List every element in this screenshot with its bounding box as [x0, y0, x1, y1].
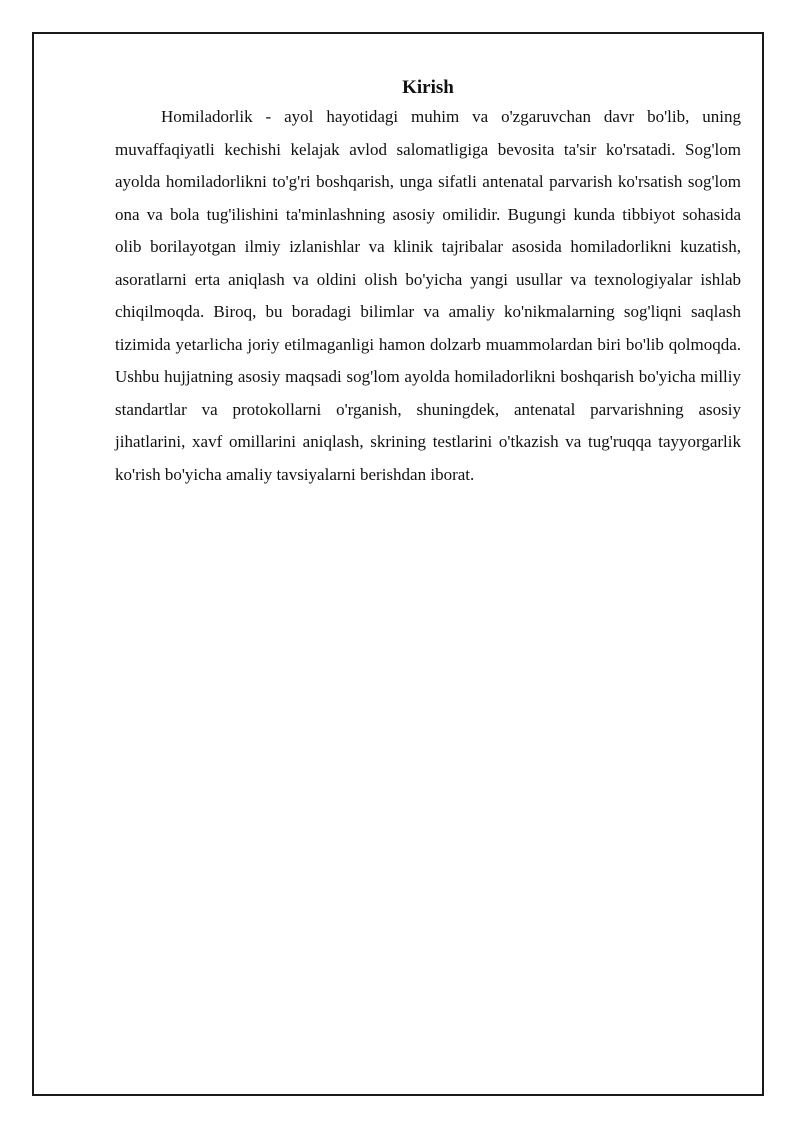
- section-heading: Kirish: [402, 77, 454, 98]
- document-body: [115, 75, 741, 491]
- intro-paragraph: Homiladorlik - ayol hayotidagi muhim va o'zgaruvchan davr bo'lib, uning muvaffaqiyatli kechishi kelajak avlod salomatligiga bevosita ta'sir ko'rsatadi. Sog'lom ayolda homiladorlikni to'g'ri boshqarish, unga sifatli antenatal parvarish ko'rsatish sog'lom ona va bola tug'ilishini ta'minlashning asosiy omilidir. Bugungi kunda tibbiyot sohasida olib borilayotgan ilmiy izlanishlar va klinik tajribalar asosida homiladorlikni kuzatish, asoratlarni erta aniqlash va oldini olish bo'yicha yangi usullar va texnologiyalar ishlab chiqilmoqda. Biroq, bu boradagi bilimlar va amaliy ko'nikmalarning sog'liqni saqlash tizimida yetarlicha joriy etilmaganligi hamon dolzarb muammolardan biri bo'lib qolmoqda. Ushbu hujjatning asosiy maqsadi sog'lom ayolda homiladorlikni boshqarish bo'yicha milliy standartlar va protokollarni o'rganish, shuningdek, antenatal parvarishning asosiy jihatlarini, xavf omillarini aniqlash, skrining testlarini o'tkazish va tug'ruqqa tayyorgarlik ko'rish bo'yicha amaliy tavsiyalarni berishdan iborat.: [115, 107, 741, 484]
